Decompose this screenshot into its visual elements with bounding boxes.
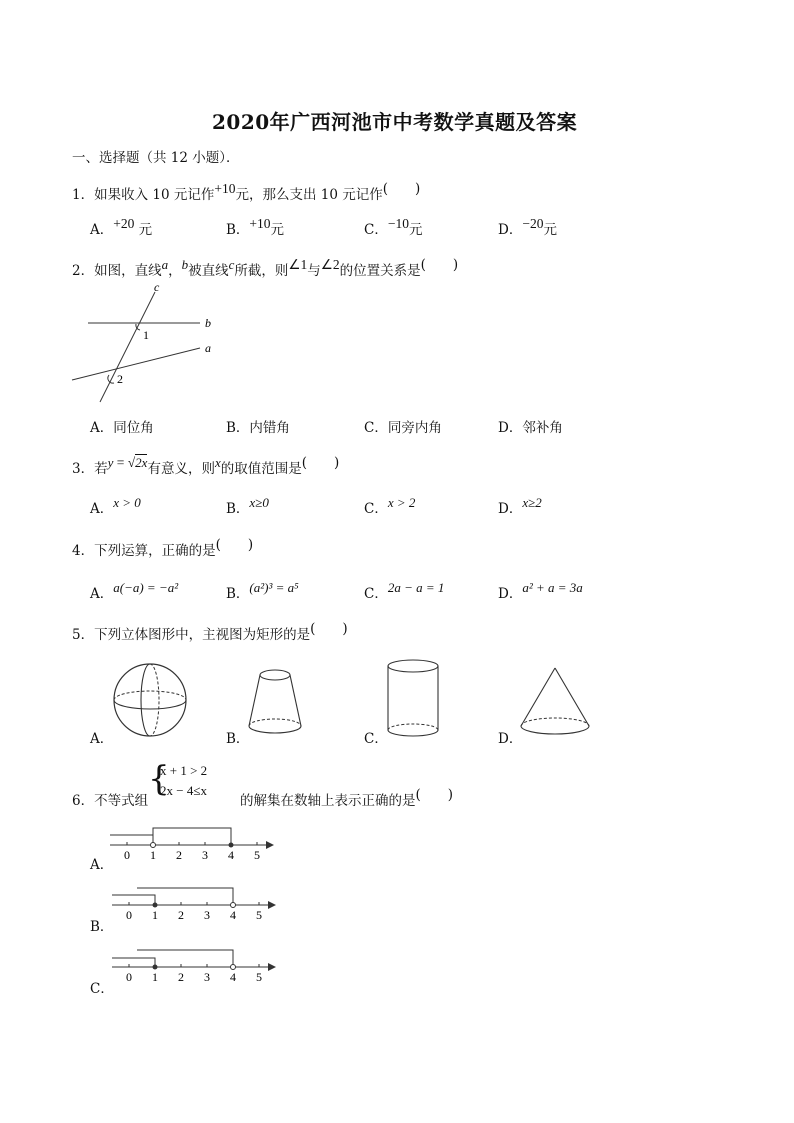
tick-label: 5 [256, 908, 262, 922]
q4-option-a[interactable]: A．a(−a) = −a² [90, 580, 179, 602]
q4-option-c[interactable]: C．2a − a = 1 [364, 580, 445, 602]
tick-label: 0 [124, 848, 130, 862]
q6-option-b[interactable]: B． [90, 919, 114, 935]
q6-option-a[interactable]: A． [90, 857, 114, 873]
tick-label: 2 [178, 908, 184, 922]
fig-label-c: c [154, 280, 160, 294]
question-6-stem: 6．不等式组 [72, 793, 149, 809]
q1-option-d[interactable]: D．−20元 [498, 216, 557, 238]
line-c [100, 292, 155, 402]
fig-label-a: a [205, 341, 211, 355]
q1-option-c[interactable]: C．−10元 [364, 216, 423, 238]
q2-line-figure [60, 280, 230, 405]
q3-option-a[interactable]: A．x > 0 [90, 495, 141, 517]
q5-option-d[interactable]: D． [498, 731, 523, 747]
fig-label-b: b [205, 316, 211, 330]
q5-option-b[interactable]: B． [226, 731, 250, 747]
tick-label: 3 [204, 970, 210, 984]
tick-label: 0 [126, 908, 132, 922]
question-6-stem-end: 的解集在数轴上表示正确的是( ) [240, 787, 454, 809]
q3-option-c[interactable]: C．x > 2 [364, 495, 416, 517]
number-line-b [108, 884, 278, 924]
q2-option-d[interactable]: D．邻补角 [498, 420, 563, 436]
frustum-figure [244, 664, 306, 740]
q2-option-b[interactable]: B．内错角 [226, 420, 290, 436]
tick-label: 5 [254, 848, 260, 862]
cone-figure [516, 664, 594, 740]
tick-label: 3 [204, 908, 210, 922]
tick-label: 2 [178, 970, 184, 984]
q4-option-b[interactable]: B．(a²)³ = a⁵ [226, 580, 299, 602]
line-a [72, 348, 200, 380]
q5-option-a[interactable]: A． [90, 731, 114, 747]
inequality-brace: { [148, 759, 170, 799]
question-2-stem: 2．如图，直线a，b被直线c所截，则∠1与∠2的位置关系是( ) [72, 257, 459, 279]
number-line-a [106, 824, 276, 864]
q4-option-d[interactable]: D．a² + a = 3a [498, 580, 583, 602]
q3-option-d[interactable]: D．x≥2 [498, 495, 542, 517]
number-line-c [108, 946, 278, 986]
tick-label: 5 [256, 970, 262, 984]
question-4-stem: 4．下列运算，正确的是( ) [72, 537, 254, 559]
fig-label-2: 2 [117, 372, 123, 386]
section-heading: 一、选择题（共 12 小题）． [72, 150, 240, 166]
question-3-stem: 3．若y = √2x有意义，则x的取值范围是( ) [72, 455, 340, 477]
page-title: 2020年广西河池市中考数学真题及答案 [212, 110, 578, 134]
inequality-2: 2x − 4≤x [160, 783, 207, 798]
tick-label: 1 [152, 970, 158, 984]
tick-label: 4 [230, 970, 236, 984]
q1-option-a[interactable]: A．+20 元 [90, 216, 153, 238]
tick-label: 2 [176, 848, 182, 862]
q3-option-b[interactable]: B．x≥0 [226, 495, 269, 517]
fig-label-1: 1 [143, 328, 149, 342]
question-5-stem: 5．下列立体图形中，主视图为矩形的是( ) [72, 621, 348, 643]
tick-label: 1 [150, 848, 156, 862]
question-1-stem: 1．如果收入 10 元记作+10元，那么支出 10 元记作( ) [72, 181, 421, 203]
tick-label: 4 [228, 848, 234, 862]
tick-label: 0 [126, 970, 132, 984]
q1-option-b[interactable]: B．+10元 [226, 216, 285, 238]
sphere-figure [108, 660, 192, 742]
tick-label: 4 [230, 908, 236, 922]
tick-label: 3 [202, 848, 208, 862]
q2-option-a[interactable]: A．同位角 [90, 420, 154, 436]
tick-label: 1 [152, 908, 158, 922]
q2-option-c[interactable]: C．同旁内角 [364, 420, 442, 436]
inequality-1: x + 1 > 2 [160, 763, 208, 778]
q6-option-c[interactable]: C． [90, 981, 114, 997]
q5-option-c[interactable]: C． [364, 731, 388, 747]
cylinder-figure [382, 656, 444, 742]
